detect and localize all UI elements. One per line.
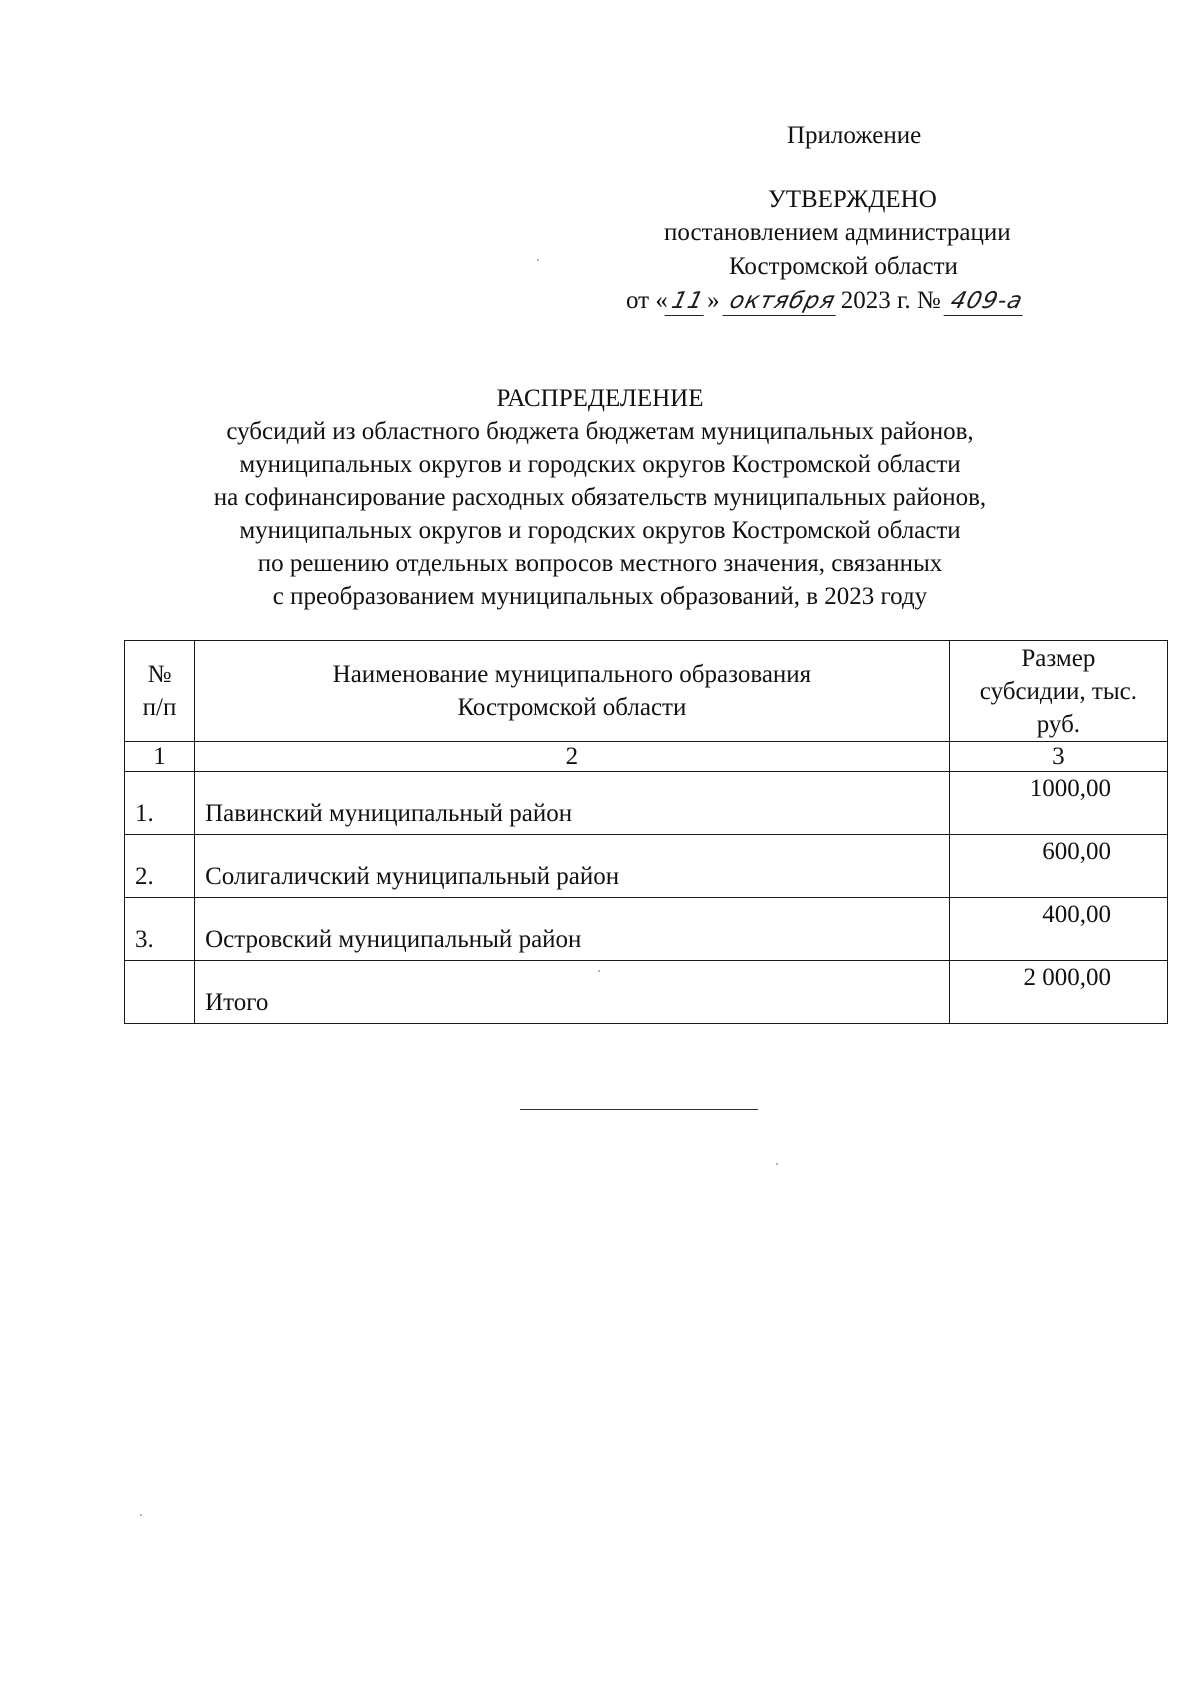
column-index-row xyxy=(125,742,1168,772)
row-name-cell: Островский муниципальный район xyxy=(195,898,950,961)
header-amount xyxy=(949,641,1167,742)
row-amount-cell: 600,00 xyxy=(949,835,1167,898)
row-amount-cell: 1000,00 xyxy=(949,772,1167,835)
column-index-cell: 3 xyxy=(949,742,1167,772)
table-row xyxy=(125,835,1168,898)
scan-speck xyxy=(537,259,539,261)
header-number-line-1: № xyxy=(147,661,172,688)
end-separator-line xyxy=(520,1109,758,1110)
scan-speck xyxy=(598,970,600,972)
subsidy-distribution-table xyxy=(124,640,1168,1024)
handwritten-number: 409-а xyxy=(944,288,1030,316)
table-header-row xyxy=(125,641,1168,742)
heading-line-4: муниципальных округов и городских округов Костромской области xyxy=(239,517,961,544)
approved-title: УТВЕРЖДЕНО xyxy=(768,186,937,213)
column-index-cell: 2 xyxy=(195,742,950,772)
appendix-label: Приложение xyxy=(787,122,922,149)
row-name-cell: Солигаличский муниципальный район xyxy=(195,835,950,898)
heading-line-1: субсидий из областного бюджета бюджетам муниципальных районов, xyxy=(226,418,974,445)
approved-region-line: Костромской области xyxy=(729,253,958,280)
total-number-cell xyxy=(125,961,195,1024)
row-number-cell: 1. xyxy=(125,772,195,835)
approved-by-line: постановлением администрации xyxy=(664,219,1011,246)
approval-date-line xyxy=(626,287,1026,316)
table-row xyxy=(125,772,1168,835)
header-number xyxy=(125,641,195,742)
scan-speck xyxy=(140,1514,142,1516)
heading-line-2: муниципальных округов и городских округов Костромской области xyxy=(239,451,961,478)
heading-line-5: по решению отдельных вопросов местного значения, связанных xyxy=(257,550,943,577)
header-amount-line-2: субсидии, тыс. xyxy=(979,677,1137,705)
row-amount-cell: 400,00 xyxy=(949,898,1167,961)
header-amount-line-1: Размер xyxy=(1021,644,1096,672)
table-row xyxy=(125,898,1168,961)
scan-speck xyxy=(776,1163,778,1165)
header-number-line-2: п/п xyxy=(142,694,177,721)
column-index-cell: 1 xyxy=(125,742,195,772)
row-name-cell: Павинский муниципальный район xyxy=(195,772,950,835)
row-number-cell: 2. xyxy=(125,835,195,898)
header-name xyxy=(195,641,950,742)
total-amount-cell: 2 000,00 xyxy=(949,961,1167,1024)
date-mid: » xyxy=(707,287,720,314)
handwritten-month: октября xyxy=(722,288,842,316)
total-label-cell: Итого xyxy=(195,961,950,1024)
handwritten-day: 11 xyxy=(664,288,710,316)
header-amount-line-3: руб. xyxy=(1036,710,1081,738)
header-name-line-2: Костромской области xyxy=(457,694,687,721)
row-number-cell: 3. xyxy=(125,898,195,961)
date-year-text: 2023 г. № xyxy=(840,287,941,314)
document-heading xyxy=(150,382,1050,613)
heading-title: РАСПРЕДЕЛЕНИЕ xyxy=(496,385,704,412)
heading-line-6: с преобразованием муниципальных образований, в 2023 году xyxy=(272,583,928,610)
total-row xyxy=(125,961,1168,1024)
heading-line-3: на софинансирование расходных обязательств муниципальных районов, xyxy=(213,484,987,511)
date-prefix: от « xyxy=(626,287,668,314)
header-name-line-1: Наименование муниципального образования xyxy=(332,661,812,688)
